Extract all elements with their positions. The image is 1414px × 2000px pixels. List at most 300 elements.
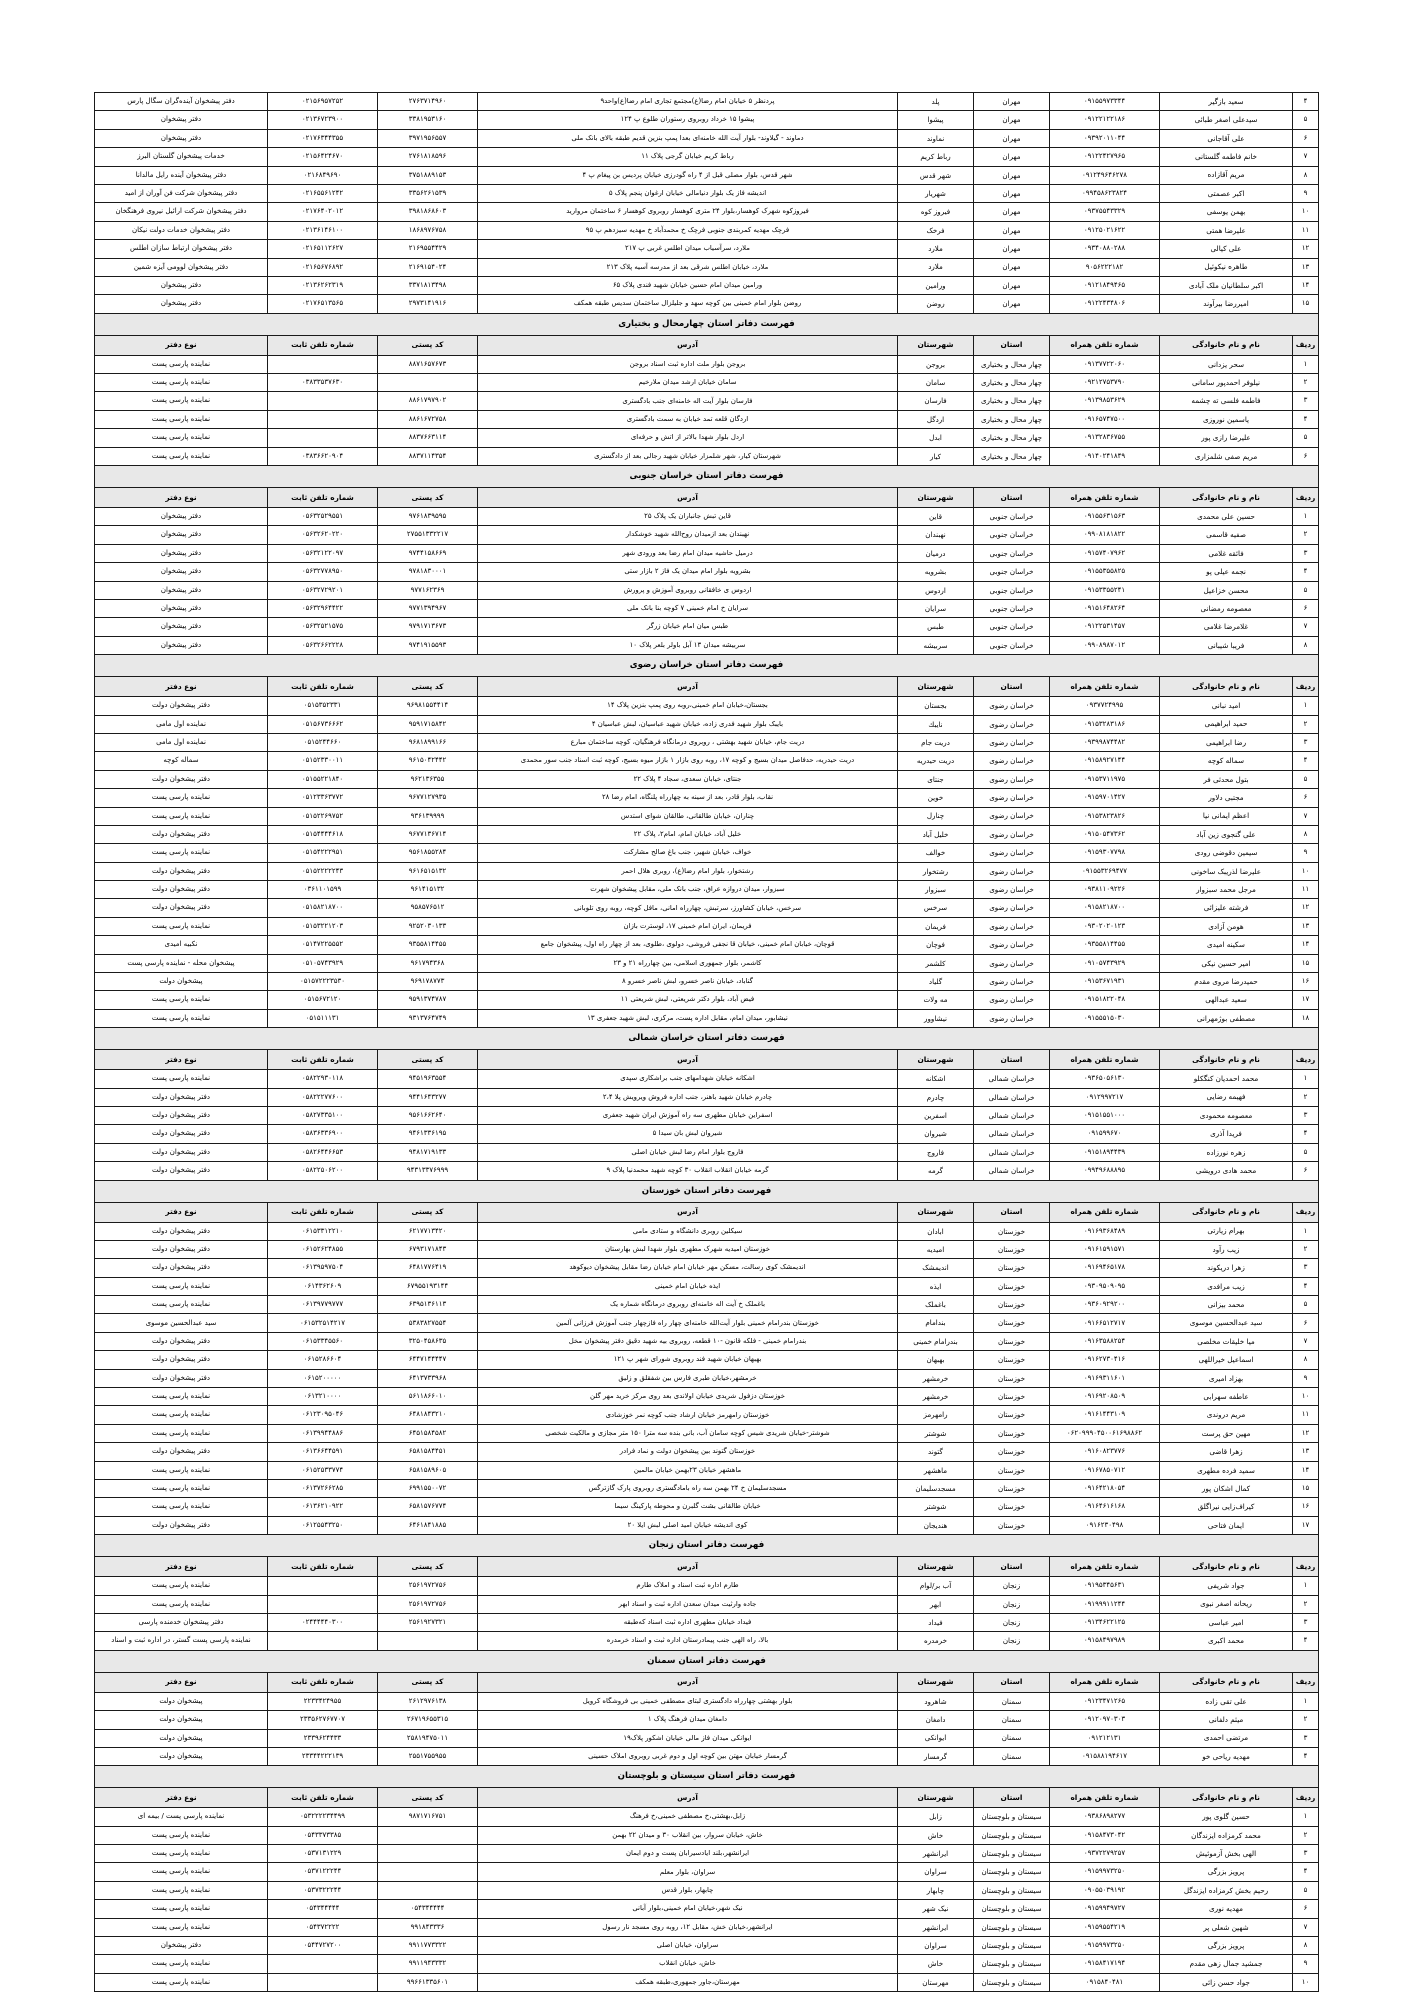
cell-radif: ۳: [1293, 1845, 1319, 1863]
cell-address: پردنظر ۵ خیابان امام رضا(ع)مجتمع تجاری امام رضا(ع)واحد۹: [478, 93, 898, 111]
column-header-type: نوع دفتر: [95, 1202, 268, 1222]
cell-address: خوزستان رامهرمز خیابان ارشاد جنب کوچه نمر خوزشادی: [478, 1406, 898, 1424]
cell-ostan: مهران: [974, 166, 1050, 184]
cell-name: امیر عباسی: [1160, 1613, 1293, 1631]
table-row: [95, 221, 1319, 239]
cell-type: دفتر پیشخوان دولت: [95, 862, 268, 880]
cell-postcode: [378, 1826, 478, 1844]
cell-shahrestan: روضن: [898, 295, 974, 313]
cell-tel: ۰۲۱۶۵۱۱۲۶۲۷: [268, 240, 378, 258]
table-row: [95, 1613, 1319, 1631]
table-row: [95, 844, 1319, 862]
cell-postcode: ۹۷۴۱۹۱۵۵۹۳: [378, 636, 478, 654]
column-header-address: آدرس: [478, 488, 898, 508]
cell-postcode: ۰۵۴۳۴۴۴۴۴: [378, 1900, 478, 1918]
cell-type: نماینده پارسی پست: [95, 410, 268, 428]
cell-mobile: ۰۹۱۵۵۶۳۱۵۶۳: [1050, 508, 1160, 526]
cell-shahrestan: بهبهان: [898, 1351, 974, 1369]
column-header-postcode: کد پستی: [378, 1050, 478, 1070]
cell-ostan: چهار محال و بختیاری: [974, 429, 1050, 447]
cell-ostan: چهار محال و بختیاری: [974, 374, 1050, 392]
cell-type: دفتر پیشخوان دولت: [95, 899, 268, 917]
cell-type: دفتر پیشخوان خدمنده پارسی: [95, 1613, 268, 1631]
cell-shahrestan: ایرانشهر: [898, 1918, 974, 1936]
cell-tel: ۰۶۱۲۳۰۹۵۰۴۶: [268, 1406, 378, 1424]
cell-ostan: خوزستان: [974, 1240, 1050, 1258]
table-row: [95, 429, 1319, 447]
cell-name: سمید فرده مطهری: [1160, 1461, 1293, 1479]
cell-shahrestan: بجستان: [898, 697, 974, 715]
cell-postcode: ۳۷۵۱۸۸۹۱۵۳: [378, 166, 478, 184]
column-header-address: آدرس: [478, 1050, 898, 1070]
cell-mobile: ۰۹۱۶۶۵۱۲۷۱۷: [1050, 1314, 1160, 1332]
cell-type: نماینده پارسی پست: [95, 429, 268, 447]
table-row: [95, 825, 1319, 843]
cell-tel: ۰۶۱۵۲۵۳۳۷۷۴: [268, 1461, 378, 1479]
column-header-tel: شماره تلفن ثابت: [268, 1202, 378, 1222]
cell-shahrestan: فارسان: [898, 392, 974, 410]
cell-mobile: ۰۹۱۵۳۷۱۱۹۷۵: [1050, 770, 1160, 788]
cell-radif: ۲: [1293, 374, 1319, 392]
cell-postcode: ۶۴۵۱۵۸۴۵۸۲: [378, 1424, 478, 1442]
cell-tel: ۰۲۱۶۸۴۹۶۹۰: [268, 166, 378, 184]
cell-shahrestan: اردگل: [898, 410, 974, 428]
cell-tel: ۰۵۸۲۲۵۰۶۲۰۰: [268, 1162, 378, 1180]
section-title-row: [95, 655, 1319, 677]
cell-shahrestan: نماوند: [898, 129, 974, 147]
cell-type: سید عبدالحسین موسوی: [95, 1314, 268, 1332]
cell-shahrestan: چادرم: [898, 1088, 974, 1106]
cell-name: علی تقی زاده: [1160, 1692, 1293, 1710]
cell-shahrestan: ایوانکی: [898, 1729, 974, 1747]
cell-address: ماهشهر خیابان ۲۳بهمن خیابان مالمین: [478, 1461, 898, 1479]
cell-postcode: ۲۵۶۱۹۲۷۳۲۱: [378, 1613, 478, 1631]
cell-mobile: ۰۹۱۲۹۹۷۲۱۷: [1050, 1088, 1160, 1106]
column-header-tel: شماره تلفن ثابت: [268, 1557, 378, 1577]
cell-type: نماینده پارسی پست: [95, 991, 268, 1009]
cell-shahrestan: فاروج: [898, 1143, 974, 1161]
cell-mobile: ۰۹۱۲۴۹۶۴۶۲۷۸: [1050, 166, 1160, 184]
cell-ostan: زنجان: [974, 1577, 1050, 1595]
cell-type: دفتر پیشخوان: [95, 295, 268, 313]
cell-tel: ۰۵۱۵۵۲۲۱۸۴۰: [268, 770, 378, 788]
cell-address: بروجن بلوار ملت اداره ثبت اسناد بروجن: [478, 355, 898, 373]
table-row: [95, 1498, 1319, 1516]
cell-postcode: ۹۶۱۵۰۴۲۴۴۲: [378, 752, 478, 770]
cell-ostan: خوزستان: [974, 1277, 1050, 1295]
cell-tel: ۰۲۱۷۶۴۰۲۰۱۲: [268, 203, 378, 221]
cell-tel: ۰۲۱۶۵۵۶۱۲۴۲: [268, 184, 378, 202]
cell-shahrestan: اردوس: [898, 581, 974, 599]
column-header-postcode: کد پستی: [378, 1557, 478, 1577]
cell-ostan: خراسان شمالی: [974, 1106, 1050, 1124]
cell-shahrestan: آب بر/لوام: [898, 1577, 974, 1595]
cell-type: دفتر پیشخوان دولت: [95, 1516, 268, 1534]
cell-mobile: ۰۹۱۵۷۴۰۷۹۶۲: [1050, 544, 1160, 562]
cell-mobile: ۰۹۱۶۲۳۰۴۹۸: [1050, 1516, 1160, 1534]
cell-address: فارسان بلوار آیت اله خامنه‌ای جنب بادگستری: [478, 392, 898, 410]
cell-shahrestan: شیروان: [898, 1125, 974, 1143]
cell-postcode: [378, 1632, 478, 1650]
cell-name: سید عبدالحسین موسوی: [1160, 1314, 1293, 1332]
cell-ostan: خراسان رضوی: [974, 862, 1050, 880]
column-header-row: [95, 1050, 1319, 1070]
cell-radif: ۴: [1293, 1277, 1319, 1295]
cell-mobile: ۰۹۹۰۸۱۸۱۸۲۲: [1050, 526, 1160, 544]
table-row: [95, 374, 1319, 392]
cell-type: دفتر پیشخوان: [95, 129, 268, 147]
cell-mobile: ۰۹۱۶۷۸۵۰۷۱۲: [1050, 1461, 1160, 1479]
cell-shahrestan: شهر قدس: [898, 166, 974, 184]
cell-ostan: خراسان رضوی: [974, 825, 1050, 843]
cell-name: فهیمه رضایی: [1160, 1088, 1293, 1106]
cell-mobile: ۰۹۱۲۰۹۷۰۳۰۳: [1050, 1711, 1160, 1729]
cell-ostan: چهار محال و بختیاری: [974, 392, 1050, 410]
cell-postcode: ۹۴۸۱۷۱۹۱۳۳: [378, 1143, 478, 1161]
cell-postcode: ۹۵۹۱۷۱۵۸۴۲: [378, 715, 478, 733]
table-row: [95, 1070, 1319, 1088]
cell-address: خاش، خیابان انقلاب: [478, 1955, 898, 1973]
table-row: [95, 1845, 1319, 1863]
column-header-radif: ردیف: [1293, 488, 1319, 508]
cell-address: چابهار، بلوار قدس: [478, 1881, 898, 1899]
column-header-name: نام و نام خانوادگی: [1160, 1788, 1293, 1808]
cell-mobile: ۰۹۹۰۸۹۸۷۰۱۲: [1050, 636, 1160, 654]
cell-shahrestan: فوچان: [898, 936, 974, 954]
cell-mobile: ۰۹۳۷۵۵۴۳۳۲۹: [1050, 203, 1160, 221]
cell-ostan: خراسان جنوبی: [974, 563, 1050, 581]
cell-radif: ۴: [1293, 93, 1319, 111]
cell-shahrestan: مسجدسلیمان: [898, 1480, 974, 1498]
cell-type: نماینده پارسی پست: [95, 1845, 268, 1863]
cell-tel: ۰۵۶۳۲۵۲۱۵۷۵: [268, 618, 378, 636]
cell-address: نیک شهر،خیابان امام خمینی،بلوار آبانی: [478, 1900, 898, 1918]
cell-radif: ۸: [1293, 1937, 1319, 1955]
cell-ostan: چهار محال و بختیاری: [974, 410, 1050, 428]
cell-postcode: ۹۶۷۷۱۳۶۷۱۴: [378, 825, 478, 843]
table-row: [95, 1443, 1319, 1461]
column-header-tel: شماره تلفن ثابت: [268, 1050, 378, 1070]
cell-radif: ۱۲: [1293, 240, 1319, 258]
cell-shahrestan: ملارد: [898, 258, 974, 276]
cell-name: نجمه عیلی پو: [1160, 563, 1293, 581]
cell-name: الهی بخش آزموئیش: [1160, 1845, 1293, 1863]
cell-shahrestan: سبزوار: [898, 881, 974, 899]
cell-type: نماینده پارسی پست: [95, 1424, 268, 1442]
table-row: [95, 1106, 1319, 1124]
cell-name: سیمین دقوضی رودی: [1160, 844, 1293, 862]
cell-postcode: ۳۳۸۱۹۵۳۱۶۰: [378, 111, 478, 129]
cell-address: کاشمر، بلوار جمهوری اسلامی، بین چهارراه ۲۱ و ۲۳: [478, 954, 898, 972]
cell-type: دفتر پیشخوان دولت: [95, 1332, 268, 1350]
cell-name: نیلوفر احمدپور سامانی: [1160, 374, 1293, 392]
cell-name: هومن آزادی: [1160, 917, 1293, 935]
cell-tel: ۰۵۸۲۲۲۷۷۶۰۰: [268, 1088, 378, 1106]
cell-type: دفتر پیشخوان: [95, 544, 268, 562]
cell-type: دفتر پیشخوان دولت: [95, 1259, 268, 1277]
cell-ostan: خراسان جنوبی: [974, 599, 1050, 617]
cell-postcode: ۲۶۱۲۹۷۶۱۳۸: [378, 1692, 478, 1710]
cell-name: مهدیه نوری: [1160, 1900, 1293, 1918]
cell-postcode: ۹۵۶۱۶۶۲۶۴۰: [378, 1106, 478, 1124]
cell-mobile: ۰۹۹۴۵۸۶۲۳۸۲۴: [1050, 184, 1160, 202]
cell-address: شهر قدس، بلوار مصلی قبل از ۴ راه گودرزی خیابان پردیس بن پیغام پ ۴: [478, 166, 898, 184]
table-row: [95, 1480, 1319, 1498]
cell-type: نماینده پارسی پست: [95, 1973, 268, 1991]
cell-shahrestan: سرخس: [898, 899, 974, 917]
cell-type: دفتر پیشخوان آینده‌گران سگال پارس: [95, 93, 268, 111]
cell-mobile: ۰۹۱۵۰۵۴۷۳۶۲: [1050, 825, 1160, 843]
cell-mobile: ۰۹۱۲۲۵۳۱۴۵۷: [1050, 618, 1160, 636]
cell-postcode: ۹۶۱۷۹۴۳۶۸: [378, 954, 478, 972]
cell-ostan: سیستان و بلوچستان: [974, 1808, 1050, 1826]
cell-mobile: ۰۹۱۵۸۴۰۴۸۱: [1050, 1973, 1160, 1991]
cell-postcode: ۶۴۸۱۷۷۶۴۱۹: [378, 1259, 478, 1277]
cell-ostan: خوزستان: [974, 1296, 1050, 1314]
cell-radif: ۸: [1293, 1351, 1319, 1369]
cell-name: علیرضا لذریبک ساخونی: [1160, 862, 1293, 880]
cell-shahrestan: امیدیه: [898, 1240, 974, 1258]
cell-radif: ۴: [1293, 1632, 1319, 1650]
cell-mobile: ۰۹۱۵۸۴۹۷۹۸۹: [1050, 1632, 1160, 1650]
cell-mobile: ۰۹۱۳۲۸۳۶۷۵۵: [1050, 429, 1160, 447]
table-row: [95, 410, 1319, 428]
cell-tel: ۰۵۱۵۲۲۲۲۲۴۳: [268, 862, 378, 880]
cell-name: مهدیه ریاحی خو: [1160, 1747, 1293, 1765]
table-row: [95, 807, 1319, 825]
cell-address: سرایان خ امام خمینی ۷ کوچه بنا بانک ملی: [478, 599, 898, 617]
cell-name: امیر حسین نیکی: [1160, 954, 1293, 972]
column-header-ostan: استان: [974, 335, 1050, 355]
cell-shahrestan: فیداد: [898, 1613, 974, 1631]
cell-postcode: ۶۴۱۳۷۳۳۹۶۸: [378, 1369, 478, 1387]
table-row: [95, 355, 1319, 373]
cell-shahrestan: دریت حیدریه: [898, 752, 974, 770]
cell-postcode: ۹۳۵۵۸۱۴۴۵۵: [378, 936, 478, 954]
cell-tel: ۰۳۸۳۳۵۳۷۶۳۰: [268, 374, 378, 392]
cell-tel: ۰۵۳۷۱۳۱۲۲۹: [268, 1845, 378, 1863]
column-header-row: [95, 335, 1319, 355]
cell-address: نیشابور، میدان امام، مقابل اداره پست، مرکزی، لبش شهید جعفری ۱۳: [478, 1009, 898, 1027]
cell-ostan: سیستان و بلوچستان: [974, 1937, 1050, 1955]
cell-postcode: ۹۶۱۶۵۱۵۱۳۲: [378, 862, 478, 880]
cell-type: دفتر پیشخوان دولت: [95, 825, 268, 843]
cell-tel: ۰۶۱۴۳۶۲۶۰۹: [268, 1277, 378, 1295]
cell-shahrestan: فرخک: [898, 221, 974, 239]
cell-address: سراوان، بلوار معلم: [478, 1863, 898, 1881]
cell-postcode: ۹۵۸۵۷۶۵۱۲: [378, 899, 478, 917]
cell-radif: ۲: [1293, 1711, 1319, 1729]
table-row: [95, 240, 1319, 258]
table-row: [95, 276, 1319, 294]
table-row: [95, 697, 1319, 715]
cell-type: نماینده پارسی پست: [95, 1296, 268, 1314]
cell-mobile: ۰۹۳۰۹۵۰۹۰۹۵: [1050, 1277, 1160, 1295]
cell-mobile: ۰۶۲۰۹۹۹۰۴۵۰۰۶۱۶۹۸۸۶۲: [1050, 1424, 1160, 1442]
table-row: [95, 1595, 1319, 1613]
cell-tel: ۰۶۱۵۳۳۴۵۵۶۰: [268, 1332, 378, 1350]
cell-ostan: خوزستان: [974, 1480, 1050, 1498]
column-header-type: نوع دفتر: [95, 1788, 268, 1808]
cell-shahrestan: رامهرمز: [898, 1406, 974, 1424]
cell-radif: ۱: [1293, 1070, 1319, 1088]
cell-radif: ۶: [1293, 1314, 1319, 1332]
cell-name: صفیه قاسمی: [1160, 526, 1293, 544]
cell-tel: ۰۵۱۵۷۲۲۲۳۵۳۰: [268, 973, 378, 991]
cell-address: خواف، خیابان شهیر، جنب باغ صالح مشارکت: [478, 844, 898, 862]
column-header-radif: ردیف: [1293, 1788, 1319, 1808]
table-row: [95, 1088, 1319, 1106]
cell-mobile: ۰۹۱۵۹۹۶۷۰: [1050, 1125, 1160, 1143]
cell-mobile: ۰۹۱۵۹۷۰۱۴۲۷: [1050, 789, 1160, 807]
cell-address: چادرم خیابان شهید باهنر، جنب اداره فروش ویرویش پلا ۲،۴: [478, 1088, 898, 1106]
cell-mobile: ۰۹۳۵۵۸۱۴۴۵۵: [1050, 936, 1160, 954]
column-header-shahrestan: شهرستان: [898, 1788, 974, 1808]
cell-address: بشرویه بلوار امام میدان یک فاز ۲ بازار ستی: [478, 563, 898, 581]
cell-shahrestan: دامغان: [898, 1711, 974, 1729]
table-row: [95, 1826, 1319, 1844]
cell-address: سراوان، خیابان اصلی: [478, 1937, 898, 1955]
cell-shahrestan: شوشتر: [898, 1424, 974, 1442]
cell-postcode: ۹۴۳۱۳۳۷۶۹۹۹: [378, 1162, 478, 1180]
cell-mobile: ۰۹۱۲۵۰۲۱۶۲۲: [1050, 221, 1160, 239]
cell-type: نماینده پارسی پست: [95, 1881, 268, 1899]
cell-name: جمشید جمال زهی مقدم: [1160, 1955, 1293, 1973]
column-header-ostan: استان: [974, 677, 1050, 697]
table-row: [95, 1955, 1319, 1973]
cell-tel: ۰۵۶۳۲۶۲۰۲۲۰: [268, 526, 378, 544]
column-header-tel: شماره تلفن ثابت: [268, 1788, 378, 1808]
table-row: [95, 789, 1319, 807]
cell-postcode: ۸۸۶۱۷۹۷۹۰۲: [378, 392, 478, 410]
column-header-type: نوع دفتر: [95, 1050, 268, 1070]
cell-mobile: ۰۹۱۵۵۳۵۵۸۲۵: [1050, 563, 1160, 581]
cell-radif: ۱۱: [1293, 1406, 1319, 1424]
cell-shahrestan: نهبندان: [898, 526, 974, 544]
table-row: [95, 166, 1319, 184]
column-header-mobile: شماره تلفن همراه: [1050, 1050, 1160, 1070]
cell-name: مرجل محمد سبزوار: [1160, 881, 1293, 899]
column-header-postcode: کد پستی: [378, 488, 478, 508]
column-header-shahrestan: شهرستان: [898, 1202, 974, 1222]
cell-tel: ۰۶۱۵۲۶۲۴۸۵۵: [268, 1240, 378, 1258]
column-header-mobile: شماره تلفن همراه: [1050, 1202, 1160, 1222]
cell-postcode: ۶۴۸۱۸۴۳۲۱۰: [378, 1406, 478, 1424]
cell-type: نماینده پارسی پست: [95, 1918, 268, 1936]
cell-name: یاسمین نوروزی: [1160, 410, 1293, 428]
cell-address: قاین تبش جانباران یک پلاک ۲۵: [478, 508, 898, 526]
cell-shahrestan: مهرستان: [898, 1973, 974, 1991]
cell-postcode: ۲۷۶۱۸۱۸۵۹۶: [378, 148, 478, 166]
cell-ostan: مهران: [974, 240, 1050, 258]
cell-postcode: [378, 1845, 478, 1863]
cell-name: محمد هادی درویشی: [1160, 1162, 1293, 1180]
cell-type: دفتر پیشخوان شرکت ارائیل نیروی فرهنگخان: [95, 203, 268, 221]
cell-tel: ۰۵۱۵۳۵۲۳۳۱: [268, 697, 378, 715]
cell-shahrestan: اندیمشک: [898, 1259, 974, 1277]
table-row: [95, 1937, 1319, 1955]
cell-tel: ۰۵۳۷۱۲۲۲۴۴: [268, 1863, 378, 1881]
cell-tel: ۰۳۸۳۶۶۲۰۹۰۴: [268, 447, 378, 465]
cell-shahrestan: خرمشهر: [898, 1388, 974, 1406]
cell-name: فریدا آذری: [1160, 1125, 1293, 1143]
cell-shahrestan: پلد: [898, 93, 974, 111]
cell-type: پیشخوان دولت: [95, 1711, 268, 1729]
cell-radif: ۱: [1293, 1222, 1319, 1240]
cell-mobile: ۰۹۱۵۸۲۱۸۷۰۰: [1050, 899, 1160, 917]
cell-postcode: ۳۲۵۰۴۵۸۶۳۵: [378, 1332, 478, 1350]
cell-name: امید نبانی: [1160, 697, 1293, 715]
cell-mobile: ۰۹۳۰۲۰۲۰۱۲۳: [1050, 917, 1160, 935]
cell-address: شیروان لبش بان سیدا ۵: [478, 1125, 898, 1143]
cell-address: مسجدسلیمان خ ۲۴ بهمن سه راه بامادگستری روبروی پارک گازترگس: [478, 1480, 898, 1498]
cell-radif: ۱۱: [1293, 881, 1319, 899]
cell-ostan: خراسان جنوبی: [974, 526, 1050, 544]
cell-name: اسماعیل خیراللهی: [1160, 1351, 1293, 1369]
cell-tel: ۰۵۳۲۲۲۲۳۴۴۹۹: [268, 1808, 378, 1826]
table-row: [95, 973, 1319, 991]
cell-radif: ۲: [1293, 1088, 1319, 1106]
cell-radif: ۱۴: [1293, 936, 1319, 954]
column-header-name: نام و نام خانوادگی: [1160, 335, 1293, 355]
cell-radif: ۷: [1293, 1918, 1319, 1936]
table-row: [95, 733, 1319, 751]
column-header-shahrestan: شهرستان: [898, 1672, 974, 1692]
cell-type: نماینده پارسی پست: [95, 392, 268, 410]
cell-postcode: ۲۵۶۱۹۷۲۷۵۶: [378, 1577, 478, 1595]
cell-address: خوزستان بندرامام خمینی بلوار آیت‌الله خامنه‌ای چهار راه فازچهار جنب آموزش فرزانی آلمین: [478, 1314, 898, 1332]
cell-radif: ۸: [1293, 825, 1319, 843]
cell-address: ورامین میدان امام حسین خیابان شهید فندی پلاک ۶۵: [478, 276, 898, 294]
column-header-postcode: کد پستی: [378, 1672, 478, 1692]
cell-name: مجتبی دلاور: [1160, 789, 1293, 807]
cell-radif: ۵: [1293, 770, 1319, 788]
cell-name: مهین حق پرست: [1160, 1424, 1293, 1442]
cell-tel: ۰۵۳۷۳۲۲۲۴۴: [268, 1881, 378, 1899]
column-header-mobile: شماره تلفن همراه: [1050, 1672, 1160, 1692]
cell-ostan: خراسان رضوی: [974, 752, 1050, 770]
cell-mobile: ۰۹۱۶۱۵۹۱۵۷۱: [1050, 1240, 1160, 1258]
cell-postcode: ۸۸۳۷۶۶۳۱۱۴: [378, 429, 478, 447]
cell-shahrestan: سراوان: [898, 1937, 974, 1955]
table-row: [95, 881, 1319, 899]
cell-name: پرویز بزرگی: [1160, 1863, 1293, 1881]
cell-radif: ۳: [1293, 733, 1319, 751]
column-header-postcode: کد پستی: [378, 1788, 478, 1808]
cell-mobile: ۰۹۱۵۸۸۱۹۴۶۱۷: [1050, 1747, 1160, 1765]
cell-name: محمد کرمزاده ایزندگان: [1160, 1826, 1293, 1844]
cell-radif: ۶: [1293, 599, 1319, 617]
cell-postcode: ۳۳۵۶۲۶۱۵۳۹: [378, 184, 478, 202]
cell-type: دفتر پیشخوان دولت: [95, 1443, 268, 1461]
cell-tel: ۰۶۱۳۶۶۴۴۵۹۱: [268, 1443, 378, 1461]
cell-postcode: ۲۷۵۵۱۳۳۲۲۱۷: [378, 526, 478, 544]
cell-postcode: ۲۵۵۱۷۵۵۹۵۵: [378, 1747, 478, 1765]
cell-mobile: ۹۰۵۶۲۲۲۱۸۲: [1050, 258, 1160, 276]
cell-address: ایرانشهر،خیابان خش، مقابل ۱۲، روبه روی مسجد نار رسول: [478, 1918, 898, 1936]
cell-radif: ۶: [1293, 1162, 1319, 1180]
cell-ostan: خراسان رضوی: [974, 844, 1050, 862]
cell-tel: ۰۲۱۷۶۵۱۳۵۶۵: [268, 295, 378, 313]
cell-shahrestan: ملارد: [898, 240, 974, 258]
cell-tel: ۰۵۱۵۲۴۴۶۶۰: [268, 733, 378, 751]
cell-shahrestan: نایبك: [898, 715, 974, 733]
cell-tel: ۰۶۱۳۹۵۹۷۵۰۴: [268, 1259, 378, 1277]
cell-tel: ۰۶۱۳۹۷۷۹۷۷۷: [268, 1296, 378, 1314]
table-row: [95, 917, 1319, 935]
table-row: [95, 563, 1319, 581]
cell-name: کمال اشکان پور: [1160, 1480, 1293, 1498]
